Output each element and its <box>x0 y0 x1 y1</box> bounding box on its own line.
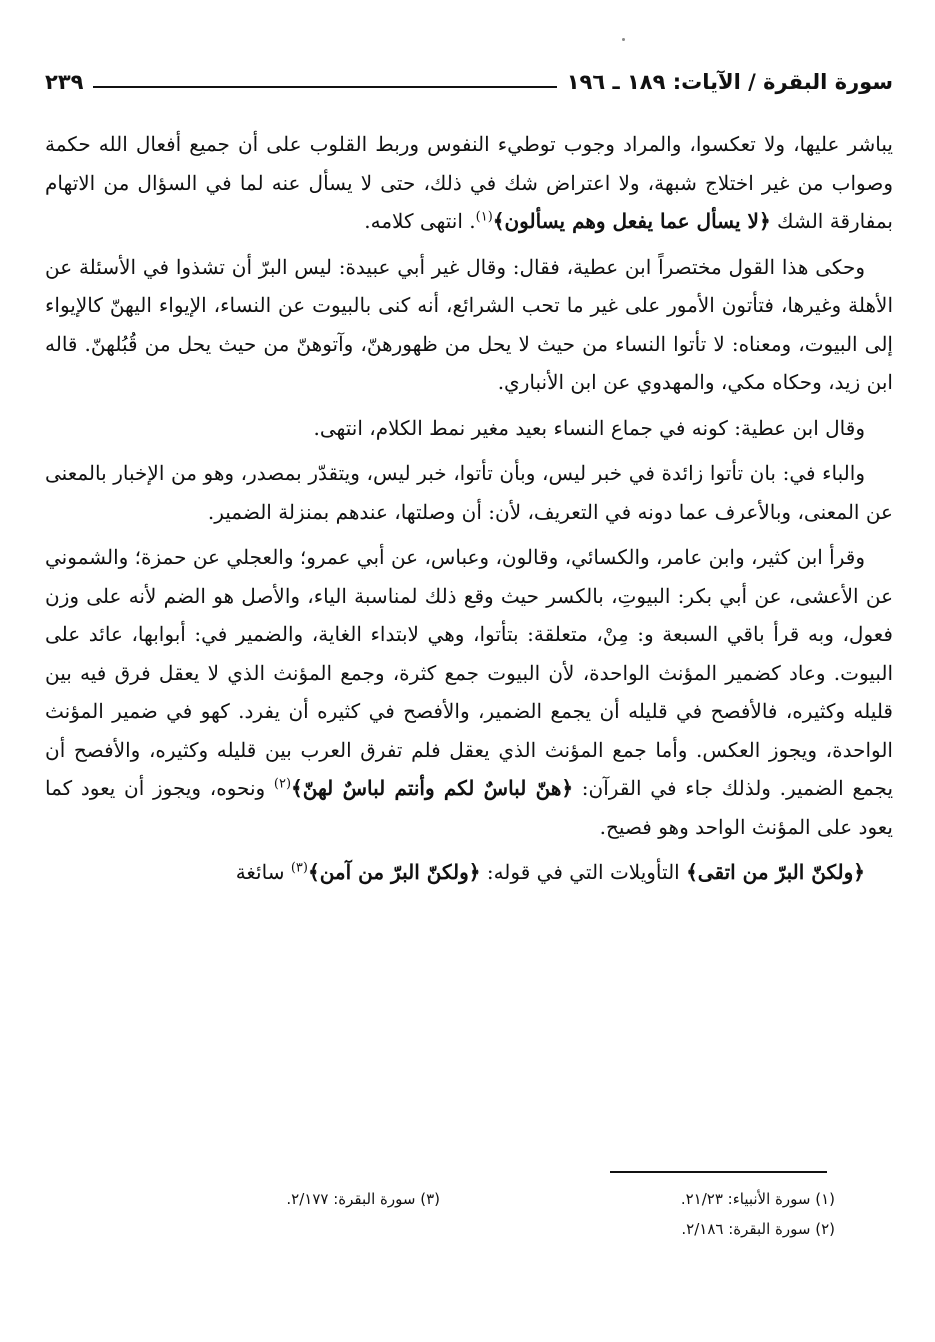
text-segment: التأويلات التي في قوله: <box>480 860 687 884</box>
quran-quote: ﴿ولكنّ البرّ من اتقى﴾ <box>686 860 865 884</box>
footnote-row-1 <box>45 1184 835 1214</box>
paragraph <box>45 248 893 402</box>
footnotes <box>45 1184 835 1244</box>
text-segment: وقرأ ابن كثير، وابن عامر، والكسائي، وقالون، وعباس، عن أبي عمرو؛ والعجلي عن حمزة؛ والشموني عن الأعشى، عن أبي بكر: البيوتِ، بالكسر حيث وقع ذلك لمناسبة الياء، والأصل هو الضم لأنه على وزن فعول، وبه قرأ باقي السبعة و: مِنْ، متعلقة: بتأتوا، وهي لابتداء الغاية، والضمير في: أبوابها، عائد على البيوت. وعاد كضمير المؤنث الواحدة، لأن البيوت جمع كثرة، وجمع المؤنث الذي لا يعقل فرق فيه بين قليله وكثيره، فالأفصح في قليله أن يجمع الضمير، والأفصح في كثيره أن يفرد. كهو في ضمير المؤنث الواحدة، ويجوز العكس. وأما جمع المؤنث الذي يعقل فلم تفرق العرب بين قليله وكثيره، والأفصح أن يجمع الضمير. ولذلك جاء في القرآن: <box>45 545 894 800</box>
footnote-2: (٢) سورة البقرة: ٢/١٨٦. <box>681 1220 835 1238</box>
paragraph <box>45 853 893 892</box>
page-header <box>45 64 893 100</box>
footnote-marker: (٣) <box>290 860 308 876</box>
footnote-1: (١) سورة الأنبياء: ٢١/٢٣. <box>680 1190 835 1208</box>
footnote-marker: (١) <box>475 209 493 225</box>
main-text <box>45 125 893 899</box>
text-segment: يباشر عليها، ولا تعكسوا، والمراد وجوب توطيء النفوس وربط القلوب على أن جميع أفعال الله حكمة وصواب من غير اختلاج شبهة، ولا اعتراض شك في ذلك، حتى لا يسأل عنه لما في السؤال من الاتهام بمفارقة الشك <box>45 132 894 233</box>
text-segment: وقال ابن عطية: كونه في جماع النساء بعيد مغير نمط الكلام، انتهى. <box>313 415 865 440</box>
text-segment: . انتهى كلامه. <box>364 209 476 233</box>
text-segment: ونحوه، ويجوز أن يعود كما يعود على المؤنث الواحد وهو فصيح. <box>45 776 893 839</box>
footnote-3: (٣) سورة البقرة: ٢/١٧٧. <box>286 1190 440 1208</box>
text-segment: وحكى هذا القول مختصراً ابن عطية، فقال: وقال غير أبي عبيدة: ليس البرّ أن تشذوا في الأسئلة عن الأهلة وغيرها، فتأتون الأمور على غير ما تحب الشرائع، أنه كنى بالبيوت عن النساء، الإيواء اليهنّ كالإيواء إلى البيوت، ومعناه: لا تأتوا النساء من حيث لا يحل من ظهورهنّ، وآتوهنّ من حيث يحل من قُبُلهنّ. قاله ابن زيد، وحكاه مكي، والمهدوي عن ابن الأنباري. <box>45 254 893 394</box>
running-title: سورة البقرة / الآيات: ١٨٩ ـ ١٩٦ <box>566 70 893 94</box>
footnote-row-2 <box>45 1214 835 1244</box>
footnote-separator <box>610 1171 827 1173</box>
text-segment: سائغة <box>235 860 291 884</box>
footnote-marker: (٢) <box>273 776 292 792</box>
scan-speck <box>622 38 625 41</box>
quran-quote: ﴿هنّ لباسٌ لكم وأنتم لباسٌ لهنّ﴾ <box>291 776 574 800</box>
paragraph <box>45 125 893 241</box>
quran-quote: ﴿ولكنّ البرّ من آمن﴾ <box>307 860 481 884</box>
paragraph <box>45 538 893 846</box>
page-number: ٢٣٩ <box>45 70 84 94</box>
paragraph <box>45 454 893 531</box>
quran-quote: ﴿لا يسأل عما يفعل وهم يسألون﴾ <box>492 209 771 233</box>
header-rule <box>93 86 556 88</box>
paragraph <box>45 409 893 448</box>
text-segment: والباء في: بان تأتوا زائدة في خبر ليس، وبأن تأتوا، خبر ليس، ويتقدّر بمصدر، وهو من الإخبار بالمعنى عن المعنى، وبالأعرف عما دونه في التعريف، لأن: أن وصلتها، عندهم بمنزلة الضمير. <box>45 461 893 524</box>
